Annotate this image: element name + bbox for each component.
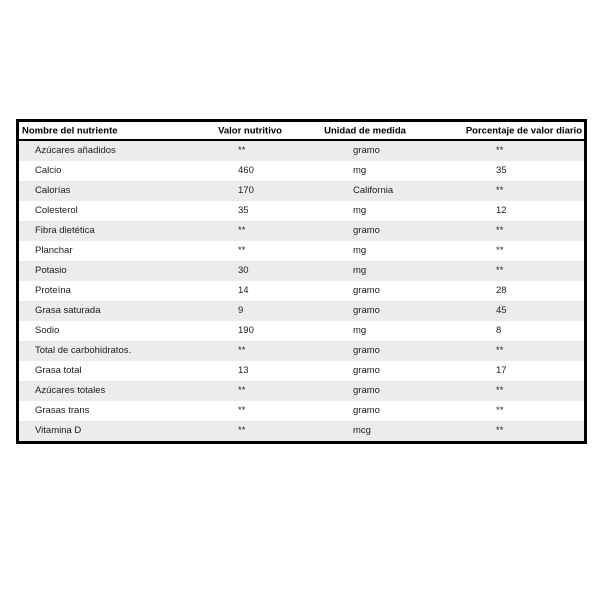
cell-nutrient-name: Azúcares añadidos [35, 145, 116, 156]
table-body [19, 141, 584, 441]
cell-nutritive-value: ** [238, 225, 246, 236]
table-row [19, 341, 584, 361]
cell-unit-of-measure: gramo [353, 345, 380, 356]
cell-unit-of-measure: gramo [353, 225, 380, 236]
table-row [19, 421, 584, 441]
column-header-nutritive-value[interactable]: Valor nutritivo [218, 125, 282, 136]
table-row [19, 141, 584, 161]
cell-nutritive-value: ** [238, 385, 246, 396]
cell-nutrient-name: Potasio [35, 265, 67, 276]
cell-daily-value-percent: ** [496, 425, 504, 436]
cell-unit-of-measure: gramo [353, 405, 380, 416]
cell-nutrient-name: Total de carbohidratos. [35, 345, 132, 356]
cell-nutritive-value: ** [238, 345, 246, 356]
column-header-daily-value-percent[interactable]: Porcentaje de valor diario [465, 125, 582, 136]
cell-unit-of-measure: mg [353, 265, 367, 276]
table-row [19, 281, 584, 301]
cell-nutritive-value: ** [238, 245, 246, 256]
cell-unit-of-measure: mg [353, 245, 367, 256]
table-row [19, 381, 584, 401]
cell-nutritive-value: 35 [238, 205, 249, 216]
cell-nutritive-value: 13 [238, 365, 249, 376]
cell-unit-of-measure: gramo [353, 285, 380, 296]
table-row [19, 201, 584, 221]
cell-nutritive-value: 9 [238, 305, 244, 316]
column-header-nutrient-name[interactable]: Nombre del nutriente [22, 125, 118, 136]
cell-nutritive-value: 170 [238, 185, 254, 196]
table-row [19, 361, 584, 381]
cell-unit-of-measure: California [353, 185, 394, 196]
cell-daily-value-percent: 35 [496, 165, 507, 176]
table-row [19, 181, 584, 201]
cell-unit-of-measure: mg [353, 205, 367, 216]
cell-daily-value-percent: ** [496, 225, 504, 236]
cell-nutritive-value: 14 [238, 285, 249, 296]
cell-nutritive-value: 30 [238, 265, 249, 276]
table-row [19, 261, 584, 281]
cell-nutrient-name: Grasa total [35, 365, 82, 376]
cell-nutrient-name: Grasa saturada [35, 305, 101, 316]
cell-nutrient-name: Grasas trans [35, 405, 90, 416]
cell-daily-value-percent: ** [496, 145, 504, 156]
table-row [19, 321, 584, 341]
cell-nutritive-value: ** [238, 425, 246, 436]
table-header-row [19, 122, 584, 141]
cell-nutrient-name: Vitamina D [35, 425, 82, 436]
cell-nutritive-value: ** [238, 405, 246, 416]
cell-unit-of-measure: mg [353, 165, 367, 176]
cell-nutrient-name: Calorías [35, 185, 71, 196]
cell-daily-value-percent: ** [496, 245, 504, 256]
column-header-unit-of-measure[interactable]: Unidad de medida [324, 125, 406, 136]
cell-nutrient-name: Fibra dietética [35, 225, 95, 236]
table-row [19, 221, 584, 241]
cell-nutrient-name: Azúcares totales [35, 385, 106, 396]
cell-unit-of-measure: mcg [353, 425, 371, 436]
table-row [19, 241, 584, 261]
table-row [19, 401, 584, 421]
cell-daily-value-percent: 17 [496, 365, 507, 376]
cell-nutritive-value: 190 [238, 325, 254, 336]
cell-unit-of-measure: gramo [353, 385, 380, 396]
cell-unit-of-measure: gramo [353, 145, 380, 156]
cell-nutritive-value: 460 [238, 165, 254, 176]
cell-daily-value-percent: 45 [496, 305, 507, 316]
cell-nutrient-name: Proteína [35, 285, 71, 296]
cell-daily-value-percent: 8 [496, 325, 502, 336]
cell-unit-of-measure: gramo [353, 305, 380, 316]
cell-nutrient-name: Planchar [35, 245, 73, 256]
cell-nutrient-name: Colesterol [35, 205, 78, 216]
cell-nutrient-name: Calcio [35, 165, 62, 176]
table-row [19, 161, 584, 181]
cell-unit-of-measure: gramo [353, 365, 380, 376]
cell-daily-value-percent: ** [496, 405, 504, 416]
nutrition-facts-table [16, 119, 587, 444]
table-row [19, 301, 584, 321]
cell-daily-value-percent: ** [496, 345, 504, 356]
cell-daily-value-percent: 12 [496, 205, 507, 216]
cell-nutrient-name: Sodio [35, 325, 60, 336]
cell-nutritive-value: ** [238, 145, 246, 156]
cell-daily-value-percent: ** [496, 385, 504, 396]
cell-unit-of-measure: mg [353, 325, 367, 336]
cell-daily-value-percent: ** [496, 265, 504, 276]
cell-daily-value-percent: 28 [496, 285, 507, 296]
cell-daily-value-percent: ** [496, 185, 504, 196]
